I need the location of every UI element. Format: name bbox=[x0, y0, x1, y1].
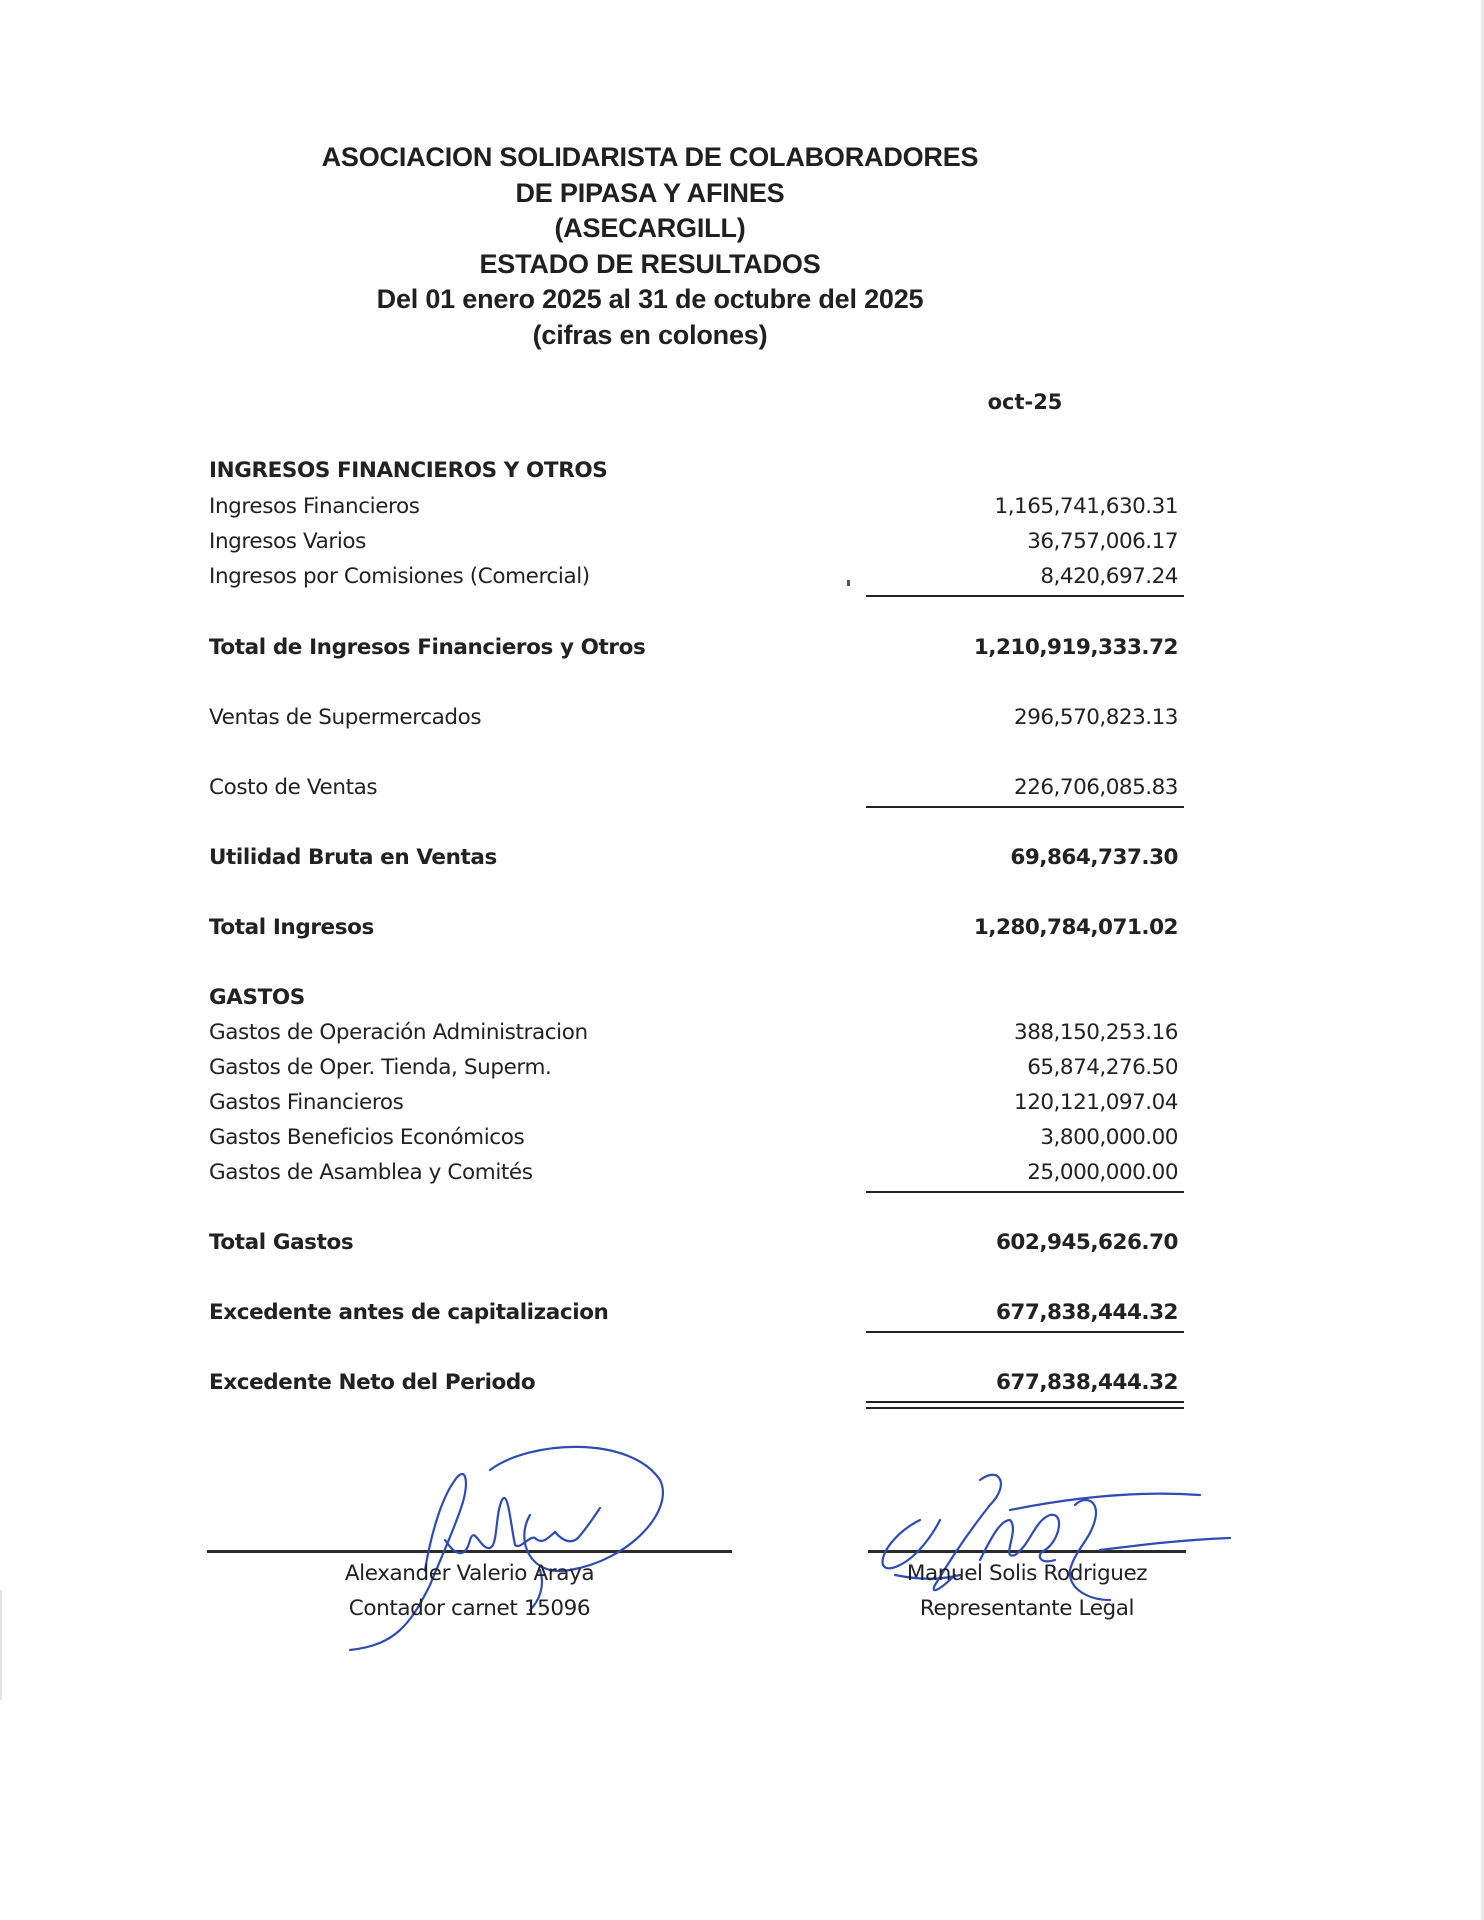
section-heading-ingresos bbox=[209, 458, 1184, 494]
line-item-value: 25,000,000.00 bbox=[1027, 1160, 1178, 1185]
subtotal-rule bbox=[866, 806, 1184, 808]
line-item-gastos-operacion-admin bbox=[209, 1020, 1184, 1056]
utilidad-bruta-row bbox=[209, 845, 1184, 881]
line-item-gastos-oper-tienda bbox=[209, 1055, 1184, 1091]
line-item-label: Costo de Ventas bbox=[209, 775, 378, 800]
accountant-signature-block bbox=[207, 1556, 732, 1626]
line-item-value: 3,800,000.00 bbox=[1040, 1125, 1178, 1150]
total-value: 69,864,737.30 bbox=[1010, 845, 1178, 870]
reporting-period: Del 01 enero 2025 al 31 de octubre del 2025 bbox=[376, 284, 924, 314]
line-item-label: Gastos Financieros bbox=[209, 1090, 404, 1115]
total-ingresos-row bbox=[209, 915, 1184, 951]
scan-speck bbox=[847, 580, 850, 586]
section-label: GASTOS bbox=[209, 985, 305, 1010]
total-label: Total Gastos bbox=[209, 1230, 354, 1255]
subtotal-rule bbox=[866, 595, 1184, 597]
subtotal-rule bbox=[866, 1331, 1184, 1333]
organization-name-line-1: ASOCIACION SOLIDARISTA DE COLABORADORES bbox=[321, 142, 979, 172]
total-value: 677,838,444.32 bbox=[995, 1370, 1178, 1395]
total-value: 1,280,784,071.02 bbox=[973, 915, 1178, 940]
total-value: 1,210,919,333.72 bbox=[973, 635, 1178, 660]
legal-rep-title: Representante Legal bbox=[919, 1596, 1135, 1621]
line-item-ingresos-varios bbox=[209, 529, 1184, 565]
line-item-label: Ingresos Varios bbox=[209, 529, 366, 554]
line-item-label: Gastos Beneficios Económicos bbox=[209, 1125, 525, 1150]
line-item-label: Ingresos Financieros bbox=[209, 494, 420, 519]
total-label: Excedente antes de capitalizacion bbox=[209, 1300, 609, 1325]
line-item-value: 8,420,697.24 bbox=[1040, 564, 1178, 589]
total-label: Total Ingresos bbox=[209, 915, 374, 940]
line-item-ingresos-financieros bbox=[209, 494, 1184, 530]
organization-name-line-2: DE PIPASA Y AFINES bbox=[515, 177, 785, 208]
section-heading-gastos bbox=[209, 985, 1184, 1021]
organization-acronym: (ASECARGILL) bbox=[554, 213, 746, 243]
document-title: ESTADO DE RESULTADOS bbox=[479, 248, 821, 279]
line-item-gastos-financieros bbox=[209, 1090, 1184, 1126]
line-item-label: Ingresos por Comisiones (Comercial) bbox=[209, 564, 590, 589]
line-item-label: Gastos de Asamblea y Comités bbox=[209, 1160, 533, 1185]
total-value: 602,945,626.70 bbox=[995, 1230, 1178, 1255]
total-label: Total de Ingresos Financieros y Otros bbox=[209, 635, 646, 660]
line-item-value: 65,874,276.50 bbox=[1027, 1055, 1178, 1080]
total-label: Utilidad Bruta en Ventas bbox=[209, 845, 497, 870]
line-item-value: 120,121,097.04 bbox=[1014, 1090, 1178, 1115]
line-item-value: 388,150,253.16 bbox=[1014, 1020, 1178, 1045]
total-label: Excedente Neto del Periodo bbox=[209, 1370, 536, 1395]
line-item-label: Gastos de Operación Administracion bbox=[209, 1020, 588, 1045]
total-value: 677,838,444.32 bbox=[995, 1300, 1178, 1325]
accountant-title: Contador carnet 15096 bbox=[348, 1596, 591, 1621]
line-item-value: 1,165,741,630.31 bbox=[994, 494, 1178, 519]
line-item-value: 226,706,085.83 bbox=[1014, 775, 1178, 800]
line-item-value: 296,570,823.13 bbox=[1014, 705, 1178, 730]
line-item-label: Gastos de Oper. Tienda, Superm. bbox=[209, 1055, 552, 1080]
subtotal-rule bbox=[866, 1191, 1184, 1193]
line-item-gastos-beneficios bbox=[209, 1125, 1184, 1161]
currency-note: (cifras en colones) bbox=[532, 319, 768, 350]
legal-rep-name: Manuel Solis Rodriguez bbox=[906, 1561, 1148, 1586]
line-item-value: 36,757,006.17 bbox=[1027, 529, 1178, 554]
legal-rep-signature-block bbox=[868, 1556, 1186, 1626]
section-label: INGRESOS FINANCIEROS Y OTROS bbox=[209, 458, 608, 483]
grand-total-double-rule bbox=[866, 1401, 1184, 1409]
document-header bbox=[230, 140, 1070, 353]
line-item-label: Ventas de Supermercados bbox=[209, 705, 482, 730]
period-column-header: oct-25 bbox=[987, 390, 1063, 414]
line-item-ventas-supermercados bbox=[209, 705, 1184, 741]
total-ingresos-financieros-row bbox=[209, 635, 1184, 671]
accountant-name: Alexander Valerio Araya bbox=[344, 1561, 595, 1586]
total-gastos-row bbox=[209, 1230, 1184, 1266]
scan-edge bbox=[0, 1590, 2, 1700]
